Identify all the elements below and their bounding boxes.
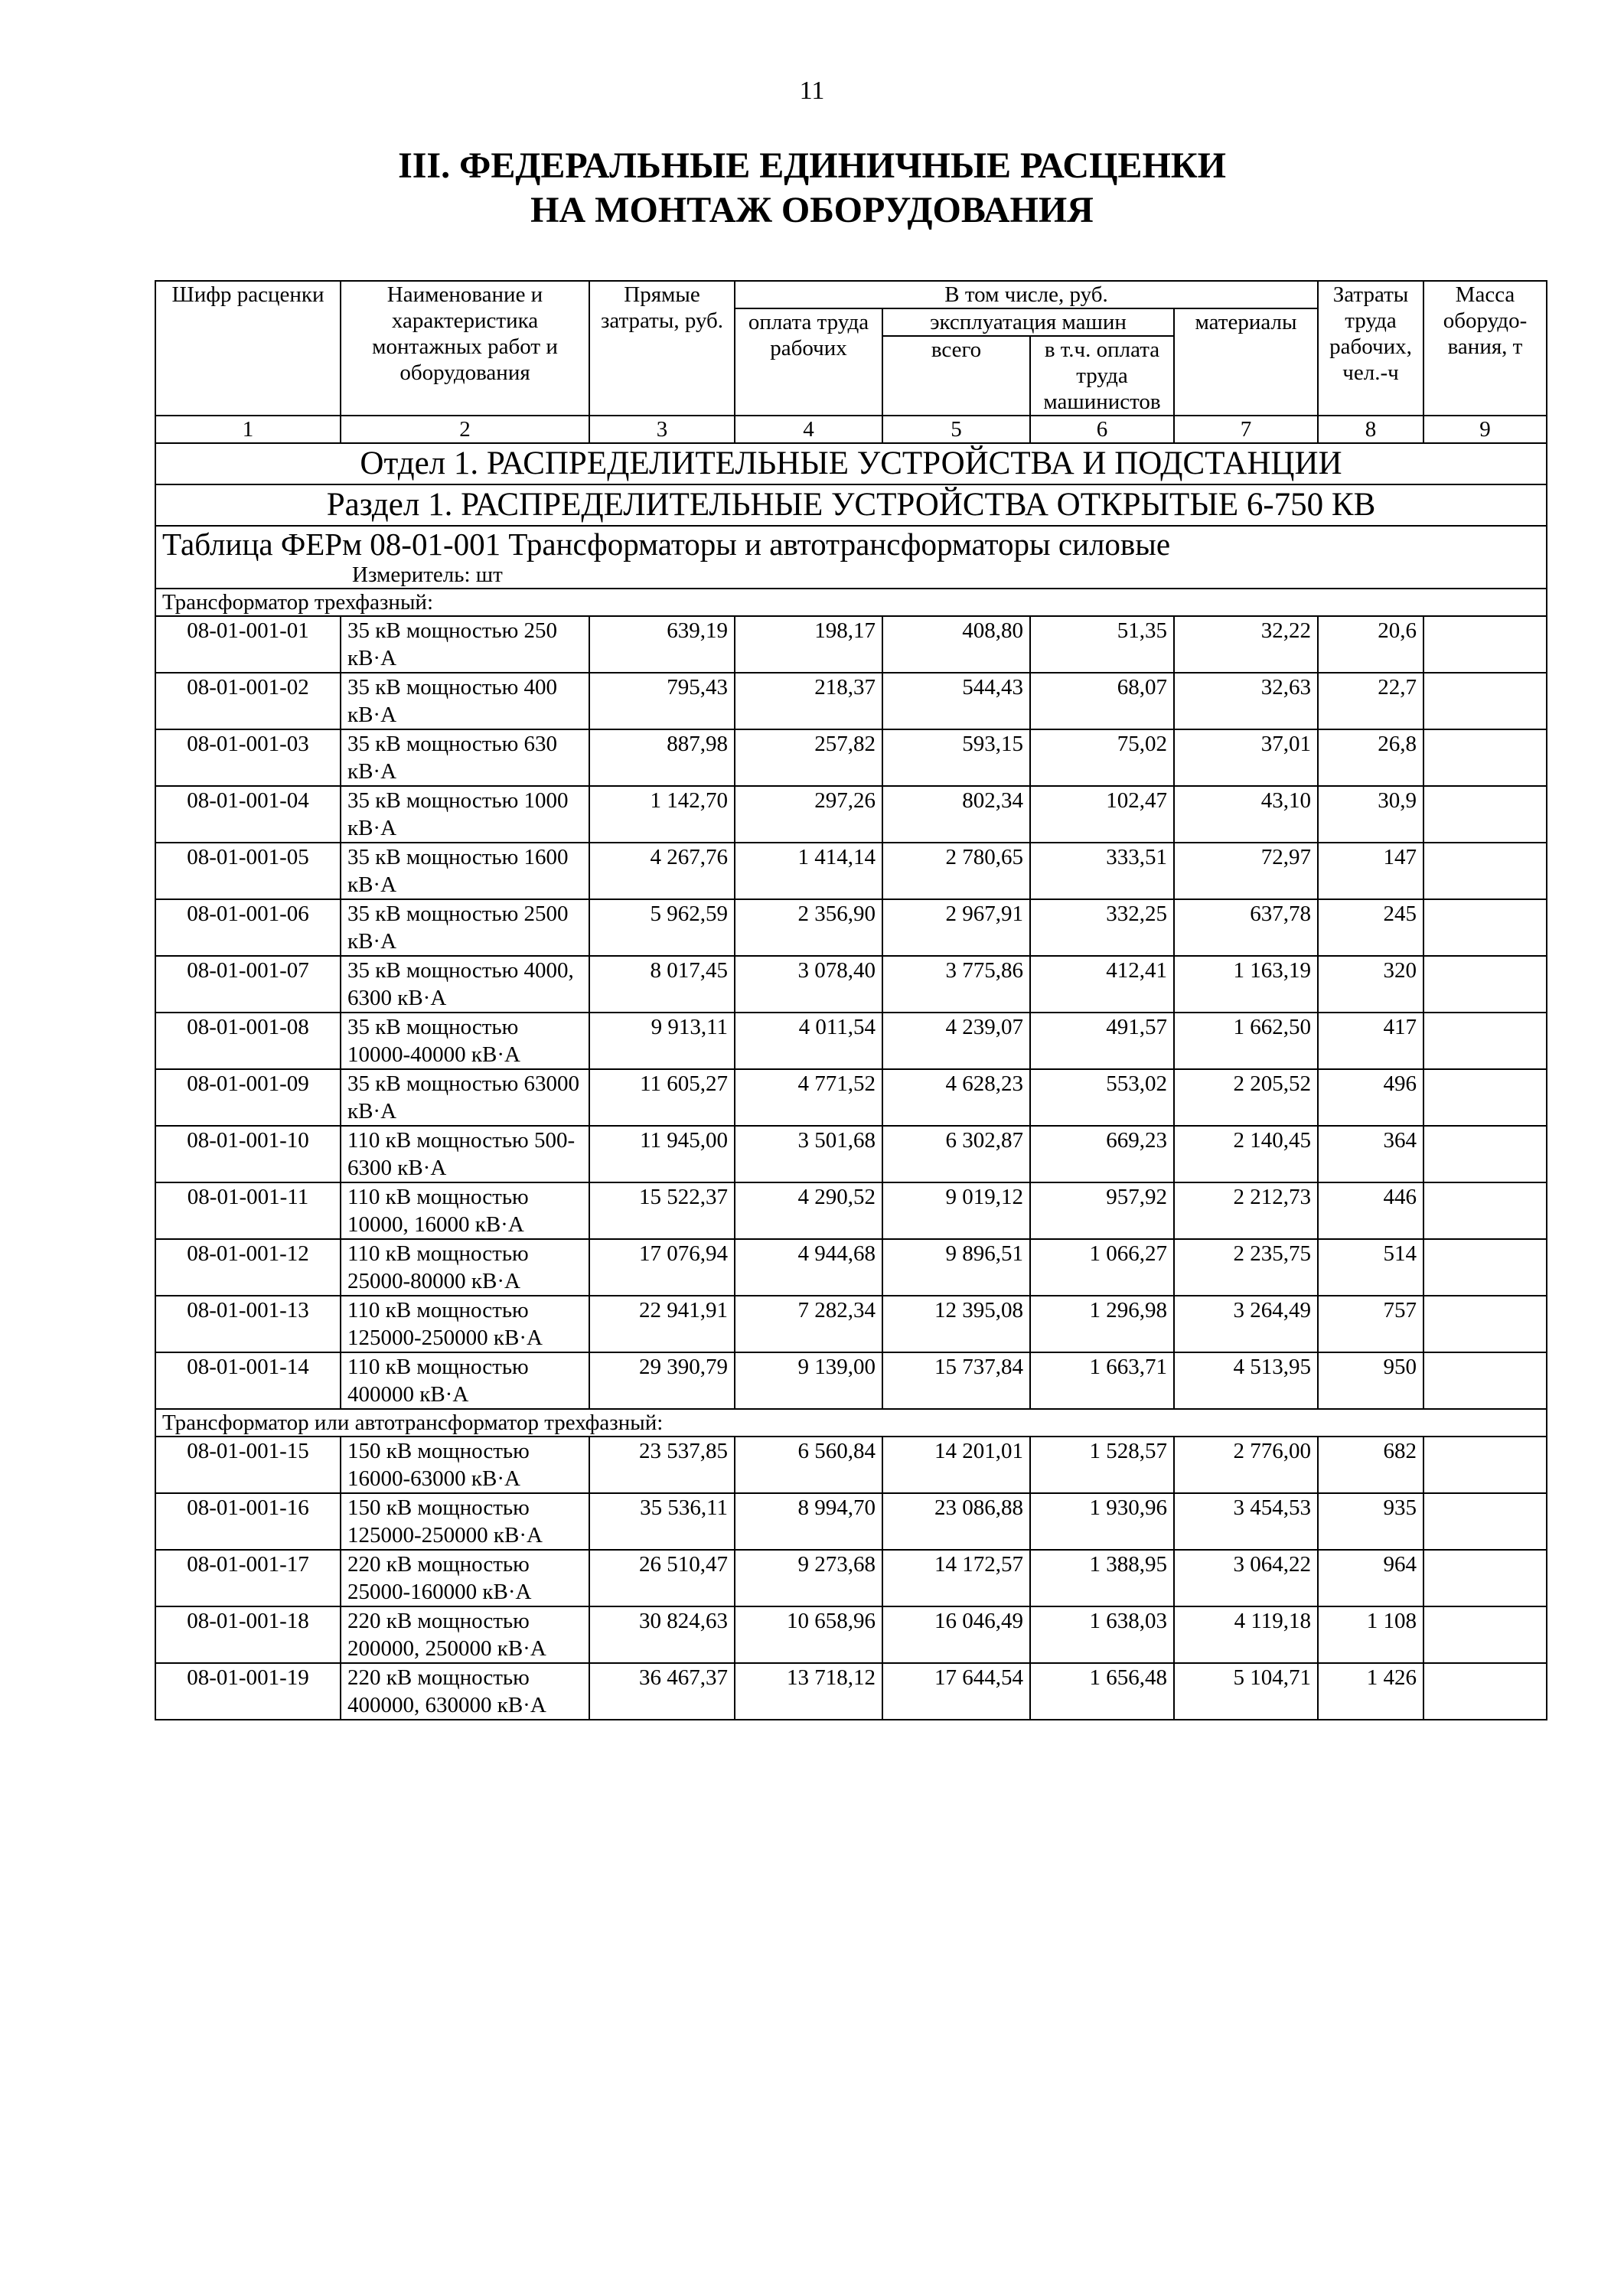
cell-machines: 9 896,51: [882, 1239, 1030, 1296]
cell-wages: 257,82: [735, 729, 882, 786]
col-num: 9: [1423, 416, 1547, 443]
header-total: всего: [882, 336, 1030, 416]
cell-mass: [1423, 1126, 1547, 1182]
cell-wages: 7 282,34: [735, 1296, 882, 1352]
cell-materials: 3 064,22: [1174, 1550, 1318, 1606]
cell-machines: 544,43: [882, 673, 1030, 729]
cell-mass: [1423, 1606, 1547, 1663]
col-num: 5: [882, 416, 1030, 443]
cell-direct: 9 913,11: [589, 1013, 735, 1069]
table-row: [155, 1663, 1547, 1720]
cell-code: 08-01-001-12: [155, 1239, 341, 1296]
cell-direct: 1 142,70: [589, 786, 735, 843]
cell-driver: 1 638,03: [1030, 1606, 1174, 1663]
cell-mass: [1423, 1663, 1547, 1720]
cell-mass: [1423, 1182, 1547, 1239]
group-heading: Трансформатор или автотрансформатор трехфазный:: [155, 1409, 1547, 1437]
cell-labor: 950: [1318, 1352, 1423, 1409]
table-row: [155, 1126, 1547, 1182]
cell-mass: [1423, 1352, 1547, 1409]
cell-code: 08-01-001-03: [155, 729, 341, 786]
col-num: 3: [589, 416, 735, 443]
cell-labor: 26,8: [1318, 729, 1423, 786]
group-heading: Трансформатор трехфазный:: [155, 589, 1547, 616]
cell-driver: 1 066,27: [1030, 1239, 1174, 1296]
table-row: [155, 843, 1547, 899]
cell-labor: 935: [1318, 1493, 1423, 1550]
cell-labor: 514: [1318, 1239, 1423, 1296]
cell-wages: 2 356,90: [735, 899, 882, 956]
cell-materials: 4 513,95: [1174, 1352, 1318, 1409]
cell-machines: 12 395,08: [882, 1296, 1030, 1352]
cell-driver: 1 930,96: [1030, 1493, 1174, 1550]
cell-materials: 2 205,52: [1174, 1069, 1318, 1126]
col-num: 1: [155, 416, 341, 443]
cell-code: 08-01-001-13: [155, 1296, 341, 1352]
cell-mass: [1423, 1069, 1547, 1126]
rates-table: [155, 280, 1547, 1720]
cell-labor: 320: [1318, 956, 1423, 1013]
cell-materials: 2 212,73: [1174, 1182, 1318, 1239]
cell-wages: 297,26: [735, 786, 882, 843]
table-row: [155, 673, 1547, 729]
cell-mass: [1423, 1437, 1547, 1493]
header-incl: В том числе, руб.: [735, 281, 1318, 308]
cell-wages: 13 718,12: [735, 1663, 882, 1720]
cell-direct: 30 824,63: [589, 1606, 735, 1663]
cell-direct: 23 537,85: [589, 1437, 735, 1493]
cell-direct: 35 536,11: [589, 1493, 735, 1550]
cell-name: 35 кВ мощностью 1000 кВ·А: [341, 786, 589, 843]
header-labor: Затраты труда рабочих, чел.-ч: [1318, 281, 1423, 416]
header-direct: Прямые затраты, руб.: [589, 281, 735, 416]
cell-name: 150 кВ мощностью 125000-250000 кВ·А: [341, 1493, 589, 1550]
cell-mass: [1423, 1013, 1547, 1069]
table-row: [155, 729, 1547, 786]
cell-driver: 51,35: [1030, 616, 1174, 673]
cell-direct: 11 605,27: [589, 1069, 735, 1126]
cell-machines: 9 019,12: [882, 1182, 1030, 1239]
cell-name: 110 кВ мощностью 500-6300 кВ·А: [341, 1126, 589, 1182]
cell-direct: 887,98: [589, 729, 735, 786]
cell-materials: 1 163,19: [1174, 956, 1318, 1013]
cell-direct: 639,19: [589, 616, 735, 673]
table-row: [155, 1239, 1547, 1296]
cell-code: 08-01-001-10: [155, 1126, 341, 1182]
cell-name: 35 кВ мощностью 4000, 6300 кВ·А: [341, 956, 589, 1013]
cell-direct: 29 390,79: [589, 1352, 735, 1409]
col-num: 2: [341, 416, 589, 443]
cell-direct: 8 017,45: [589, 956, 735, 1013]
cell-direct: 11 945,00: [589, 1126, 735, 1182]
cell-code: 08-01-001-18: [155, 1606, 341, 1663]
cell-driver: 68,07: [1030, 673, 1174, 729]
cell-labor: 147: [1318, 843, 1423, 899]
cell-name: 220 кВ мощностью 25000-160000 кВ·А: [341, 1550, 589, 1606]
table-row: [155, 786, 1547, 843]
cell-labor: 364: [1318, 1126, 1423, 1182]
cell-driver: 333,51: [1030, 843, 1174, 899]
cell-machines: 14 172,57: [882, 1550, 1030, 1606]
cell-wages: 3 078,40: [735, 956, 882, 1013]
cell-machines: 408,80: [882, 616, 1030, 673]
cell-machines: 14 201,01: [882, 1437, 1030, 1493]
col-num: 8: [1318, 416, 1423, 443]
cell-labor: 30,9: [1318, 786, 1423, 843]
col-num: 4: [735, 416, 882, 443]
cell-materials: 3 264,49: [1174, 1296, 1318, 1352]
cell-materials: 32,63: [1174, 673, 1318, 729]
cell-mass: [1423, 843, 1547, 899]
cell-materials: 3 454,53: [1174, 1493, 1318, 1550]
cell-wages: 4 771,52: [735, 1069, 882, 1126]
cell-driver: 412,41: [1030, 956, 1174, 1013]
cell-materials: 2 235,75: [1174, 1239, 1318, 1296]
header-wages: оплата труда рабочих: [735, 308, 882, 416]
cell-materials: 5 104,71: [1174, 1663, 1318, 1720]
cell-direct: 4 267,76: [589, 843, 735, 899]
cell-wages: 218,37: [735, 673, 882, 729]
table-row: [155, 899, 1547, 956]
cell-wages: 9 273,68: [735, 1550, 882, 1606]
cell-code: 08-01-001-07: [155, 956, 341, 1013]
cell-code: 08-01-001-04: [155, 786, 341, 843]
cell-materials: 4 119,18: [1174, 1606, 1318, 1663]
cell-code: 08-01-001-06: [155, 899, 341, 956]
cell-wages: 9 139,00: [735, 1352, 882, 1409]
cell-materials: 37,01: [1174, 729, 1318, 786]
page-number: 11: [799, 77, 825, 105]
cell-driver: 1 296,98: [1030, 1296, 1174, 1352]
cell-labor: 1 108: [1318, 1606, 1423, 1663]
meter-label: Измеритель: шт: [352, 563, 503, 587]
cell-mass: [1423, 1239, 1547, 1296]
cell-direct: 22 941,91: [589, 1296, 735, 1352]
header-mass: Масса оборудо- вания, т: [1423, 281, 1547, 416]
table-row: [155, 1437, 1547, 1493]
cell-labor: 964: [1318, 1550, 1423, 1606]
cell-driver: 1 528,57: [1030, 1437, 1174, 1493]
cell-wages: 6 560,84: [735, 1437, 882, 1493]
cell-name: 220 кВ мощностью 400000, 630000 кВ·А: [341, 1663, 589, 1720]
cell-direct: 795,43: [589, 673, 735, 729]
cell-driver: 1 388,95: [1030, 1550, 1174, 1606]
cell-driver: 553,02: [1030, 1069, 1174, 1126]
section-heading: Раздел 1. РАСПРЕДЕЛИТЕЛЬНЫЕ УСТРОЙСТВА ОТКРЫТЫЕ 6-750 КВ: [155, 484, 1547, 526]
col-num: 7: [1174, 416, 1318, 443]
cell-wages: 10 658,96: [735, 1606, 882, 1663]
cell-wages: 4 011,54: [735, 1013, 882, 1069]
cell-wages: 4 944,68: [735, 1239, 882, 1296]
table-row: [155, 1493, 1547, 1550]
table-row: [155, 1606, 1547, 1663]
table-row: [155, 1013, 1547, 1069]
header-name: Наименование и характеристика монтажных работ и оборудования: [341, 281, 589, 416]
cell-machines: 2 780,65: [882, 843, 1030, 899]
cell-code: 08-01-001-11: [155, 1182, 341, 1239]
cell-driver: 102,47: [1030, 786, 1174, 843]
cell-name: 35 кВ мощностью 630 кВ·А: [341, 729, 589, 786]
cell-machines: 16 046,49: [882, 1606, 1030, 1663]
cell-mass: [1423, 786, 1547, 843]
cell-materials: 72,97: [1174, 843, 1318, 899]
cell-direct: 26 510,47: [589, 1550, 735, 1606]
cell-mass: [1423, 616, 1547, 673]
table-title-cell: [155, 526, 1547, 589]
cell-code: 08-01-001-02: [155, 673, 341, 729]
cell-materials: 43,10: [1174, 786, 1318, 843]
cell-machines: 4 239,07: [882, 1013, 1030, 1069]
cell-mass: [1423, 729, 1547, 786]
dept-heading: Отдел 1. РАСПРЕДЕЛИТЕЛЬНЫЕ УСТРОЙСТВА И ПОДСТАНЦИИ: [155, 443, 1547, 484]
cell-mass: [1423, 1550, 1547, 1606]
table-row: [155, 1296, 1547, 1352]
cell-machines: 15 737,84: [882, 1352, 1030, 1409]
cell-name: 35 кВ мощностью 1600 кВ·А: [341, 843, 589, 899]
header-materials: материалы: [1174, 308, 1318, 416]
cell-code: 08-01-001-09: [155, 1069, 341, 1126]
cell-name: 35 кВ мощностью 400 кВ·А: [341, 673, 589, 729]
cell-wages: 4 290,52: [735, 1182, 882, 1239]
cell-driver: 1 656,48: [1030, 1663, 1174, 1720]
cell-code: 08-01-001-16: [155, 1493, 341, 1550]
table-row: [155, 1352, 1547, 1409]
cell-mass: [1423, 1493, 1547, 1550]
header-code: Шифр расценки: [155, 281, 341, 416]
cell-name: 150 кВ мощностью 16000-63000 кВ·А: [341, 1437, 589, 1493]
cell-driver: 1 663,71: [1030, 1352, 1174, 1409]
cell-direct: 36 467,37: [589, 1663, 735, 1720]
cell-labor: 757: [1318, 1296, 1423, 1352]
table-row: [155, 616, 1547, 673]
cell-name: 35 кВ мощностью 10000-40000 кВ·А: [341, 1013, 589, 1069]
cell-machines: 2 967,91: [882, 899, 1030, 956]
cell-name: 35 кВ мощностью 63000 кВ·А: [341, 1069, 589, 1126]
cell-wages: 8 994,70: [735, 1493, 882, 1550]
cell-materials: 2 140,45: [1174, 1126, 1318, 1182]
cell-driver: 332,25: [1030, 899, 1174, 956]
cell-direct: 17 076,94: [589, 1239, 735, 1296]
cell-machines: 23 086,88: [882, 1493, 1030, 1550]
cell-machines: 593,15: [882, 729, 1030, 786]
cell-machines: 802,34: [882, 786, 1030, 843]
cell-labor: 245: [1318, 899, 1423, 956]
cell-direct: 15 522,37: [589, 1182, 735, 1239]
cell-machines: 17 644,54: [882, 1663, 1030, 1720]
cell-name: 110 кВ мощностью 25000-80000 кВ·А: [341, 1239, 589, 1296]
table-row: [155, 1550, 1547, 1606]
page-title: [0, 144, 1624, 233]
column-numbers-row: [155, 416, 1547, 443]
cell-code: 08-01-001-17: [155, 1550, 341, 1606]
table-row: [155, 956, 1547, 1013]
cell-name: 35 кВ мощностью 250 кВ·А: [341, 616, 589, 673]
col-num: 6: [1030, 416, 1174, 443]
cell-name: 220 кВ мощностью 200000, 250000 кВ·А: [341, 1606, 589, 1663]
cell-labor: 20,6: [1318, 616, 1423, 673]
cell-name: 110 кВ мощностью 400000 кВ·А: [341, 1352, 589, 1409]
cell-materials: 32,22: [1174, 616, 1318, 673]
cell-name: 110 кВ мощностью 10000, 16000 кВ·А: [341, 1182, 589, 1239]
cell-name: 110 кВ мощностью 125000-250000 кВ·А: [341, 1296, 589, 1352]
cell-name: 35 кВ мощностью 2500 кВ·А: [341, 899, 589, 956]
cell-mass: [1423, 1296, 1547, 1352]
table-row: [155, 1069, 1547, 1126]
cell-labor: 417: [1318, 1013, 1423, 1069]
cell-labor: 446: [1318, 1182, 1423, 1239]
header-incl-wages: в т.ч. оплата труда машинистов: [1030, 336, 1174, 416]
cell-mass: [1423, 673, 1547, 729]
cell-driver: 491,57: [1030, 1013, 1174, 1069]
cell-labor: 22,7: [1318, 673, 1423, 729]
cell-machines: 4 628,23: [882, 1069, 1030, 1126]
cell-labor: 1 426: [1318, 1663, 1423, 1720]
cell-machines: 6 302,87: [882, 1126, 1030, 1182]
cell-labor: 496: [1318, 1069, 1423, 1126]
header-machines: эксплуатация машин: [882, 308, 1174, 336]
cell-materials: 2 776,00: [1174, 1437, 1318, 1493]
cell-direct: 5 962,59: [589, 899, 735, 956]
cell-driver: 957,92: [1030, 1182, 1174, 1239]
cell-code: 08-01-001-19: [155, 1663, 341, 1720]
cell-mass: [1423, 956, 1547, 1013]
cell-mass: [1423, 899, 1547, 956]
cell-code: 08-01-001-05: [155, 843, 341, 899]
cell-labor: 682: [1318, 1437, 1423, 1493]
cell-code: 08-01-001-14: [155, 1352, 341, 1409]
table-title: Таблица ФЕРм 08-01-001 Трансформаторы и автотрансформаторы силовые: [162, 527, 1171, 562]
cell-code: 08-01-001-01: [155, 616, 341, 673]
cell-wages: 3 501,68: [735, 1126, 882, 1182]
title-line-1: III. ФЕДЕРАЛЬНЫЕ ЕДИНИЧНЫЕ РАСЦЕНКИ: [398, 145, 1226, 186]
cell-code: 08-01-001-08: [155, 1013, 341, 1069]
cell-driver: 75,02: [1030, 729, 1174, 786]
cell-machines: 3 775,86: [882, 956, 1030, 1013]
cell-materials: 1 662,50: [1174, 1013, 1318, 1069]
cell-code: 08-01-001-15: [155, 1437, 341, 1493]
title-line-2: НА МОНТАЖ ОБОРУДОВАНИЯ: [530, 190, 1094, 230]
cell-wages: 1 414,14: [735, 843, 882, 899]
table-row: [155, 1182, 1547, 1239]
cell-materials: 637,78: [1174, 899, 1318, 956]
cell-driver: 669,23: [1030, 1126, 1174, 1182]
cell-wages: 198,17: [735, 616, 882, 673]
